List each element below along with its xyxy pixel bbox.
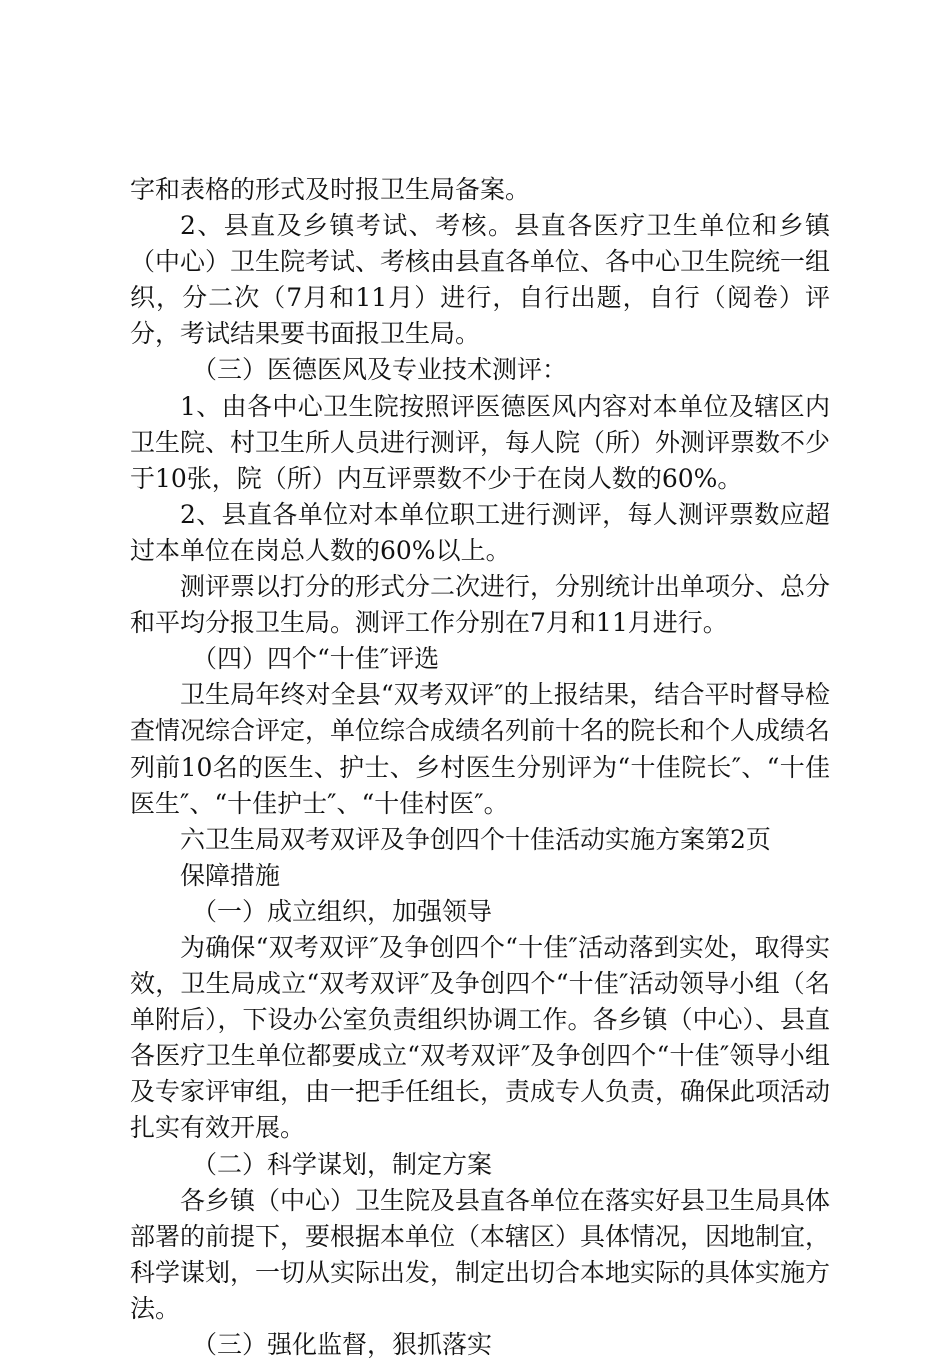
paragraph: 1、由各中心卫生院按照评医德医风内容对本单位及辖区内卫生院、村卫生所人员进行测评，每人院（所）外测评票数不少于10张，院（所）内互评票数不少于在岗人数的60%。 xyxy=(130,391,831,493)
paragraph: 各乡镇（中心）卫生院及县直各单位在落实好县卫生局具体部署的前提下，要根据本单位（本辖区）具体情况，因地制宜，科学谋划，一切从实际出发，制定出切合本地实际的具体实施方法。 xyxy=(130,1185,831,1323)
paragraph: 卫生局年终对全县“双考双评″的上报结果，结合平时督导检查情况综合评定，单位综合成绩名列前十名的院长和个人成绩名列前10名的医生、护士、乡村医生分别评为“十佳院长″、“十佳医生″、“十佳护士″、“十佳村医″。 xyxy=(130,680,831,818)
paragraph: 为确保“双考双评″及争创四个“十佳″活动落到实处，取得实效，卫生局成立“双考双评″及争创四个“十佳″活动领导小组（名单附后），下设办公室负责组织协调工作。各乡镇（中心）、县直各医疗卫生单位都要成立“双考双评″及争创四个“十佳″领导小组及专家评审组，由一把手任组长，责成专人负责，确保此项活动扎实有效开展。 xyxy=(130,932,831,1143)
paragraph: 2、县直及乡镇考试、考核。县直各医疗卫生单位和乡镇（中心）卫生院考试、考核由县直各单位、各中心卫生院统一组织，分二次（7月和11月）进行，自行出题，自行（阅卷）评分，考试结果要书面报卫生局。 xyxy=(130,211,831,349)
document-body xyxy=(130,172,830,1363)
section-heading: （一）成立组织，加强领导 xyxy=(192,896,493,926)
section-heading: 保障措施 xyxy=(180,860,281,890)
section-heading: （三）医德医风及专业技术测评： xyxy=(192,355,568,385)
paragraph: 2、县直各单位对本单位职工进行测评，每人测评票数应超过本单位在岗总人数的60%以上。 xyxy=(130,499,830,565)
section-heading: （四）四个“十佳″评选 xyxy=(192,644,440,674)
section-heading: （三）强化监督，狠抓落实 xyxy=(192,1330,493,1359)
paragraph: 字和表格的形式及时报卫生局备案。 xyxy=(130,175,531,204)
paragraph: 测评票以打分的形式分二次进行，分别统计出单项分、总分和平均分报卫生局。测评工作分别在7月和11月进行。 xyxy=(130,572,831,638)
section-heading: （二）科学谋划，制定方案 xyxy=(192,1149,493,1179)
page-running-title: 六卫生局双考双评及争创四个十佳活动实施方案第2页 xyxy=(180,824,771,854)
